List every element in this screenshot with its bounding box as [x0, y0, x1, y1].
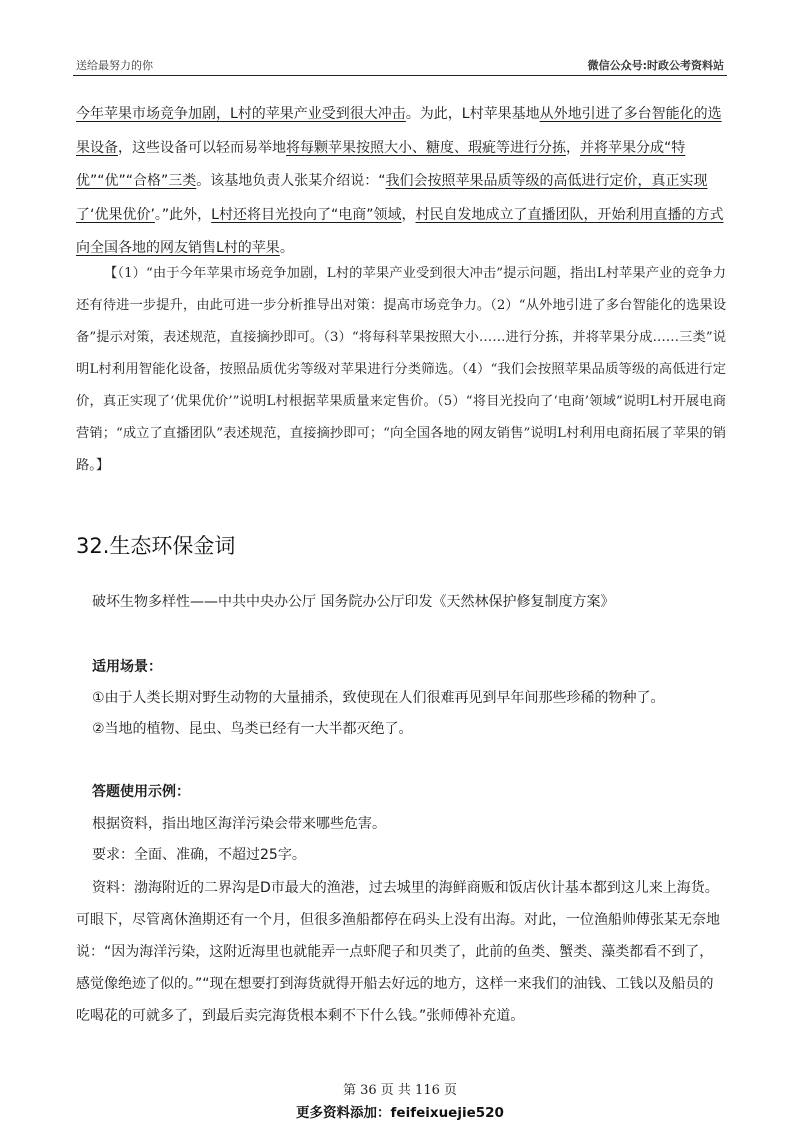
example-label: 答题使用示例： [92, 784, 190, 800]
analysis-paragraph: 【（1）“由于今年苹果市场竞争加剧，L村的苹果产业受到很大冲击”提示问题，指出L村苹果产业的竞争力还有待进一步提升，由此可进一步分析推导出对策：提高市场竞争力。（2）“从外地引进了多台智能化的选果设备”提示对策，表述规范，直接摘抄即可。（3）“将每科苹果按照大小……进行分拣，并将苹果分成……三类”说明L村利用智能化设备，按照品质优劣等级对苹果进行分类筛选。（4）“我们会按照苹果品质等级的高低进行定价，真正实现了‘优果优价’”说明L村根据苹果质量来定售价。（5）“将目光投向了‘电商’领域”说明L村开展电商营销；“成立了直播团队”表述规范，直接摘抄即可；“向全国各地的网友销售”说明L村利用电商拓展了苹果的销路。】 [76, 266, 726, 473]
header-right-text: 微信公众号:时政公考资料站 [587, 59, 724, 72]
underlined-phrase: 将每颗苹果按照大小、糖度、瑕疵等进行分拣 [286, 139, 566, 156]
section-title: 32.生态环保金词 [76, 534, 236, 558]
scene-item: ②当地的植物、昆虫、鸟类已经有一大半都灭绝了。 [92, 721, 413, 737]
plain-phrase: 。”此外， [154, 206, 212, 223]
underlined-phrase: 村民自发地成立了直播团队，开始利用直播的方式向全国各地的网友销售L村的苹果 [76, 206, 724, 256]
plain-phrase: ， [566, 139, 580, 156]
material-paragraph [76, 98, 726, 266]
example-material: 资料：渤海附近的二界沟是D市最大的渔港，过去城里的海鲜商贩和饭店伙计基本都到这儿来上海货。可眼下，尽管离休渔期还有一个月，但很多渔船都停在码头上没有出海。对此，一位渔船帅傅张某无奈地说：“因为海洋污染，这附近海里也就能弄一点虾爬子和贝类了，此前的鱼类、蟹类、藻类都看不到了，感觉像绝迹了似的。”“现在想要打到海货就得开船去好远的地方，这样一来我们的油钱、工钱以及船员的吃喝花的可就多了，到最后卖完海货根本剩不下什么钱。”张师傅补充道。 [76, 880, 720, 1024]
underlined-phrase: 并将苹果分成“特优”“优”“合格”三类 [76, 139, 686, 189]
plain-phrase: ，这些设备可以轻而易举地 [118, 139, 286, 156]
plain-phrase: 。为此，L村苹果基地 [405, 106, 540, 122]
page-number: 第 36 页 共 116 页 [342, 1083, 458, 1098]
footer-contact: 更多资料添加：feifeixuejie520 [296, 1105, 504, 1121]
scene-item: ①由于人类长期对野生动物的大量捕杀，致使现在人们很难再见到早年间那些珍稀的物种了。 [92, 690, 665, 706]
underlined-phrase: 今年苹果市场竞争加剧，L村的苹果产业受到很大冲击 [76, 106, 406, 122]
plain-phrase: 。 [279, 240, 294, 256]
example-question: 根据资料，指出地区海洋污染会带来哪些危害。 [92, 816, 386, 832]
header-left-text: 送给最努力的你 [76, 59, 153, 72]
plain-phrase: ， [401, 206, 416, 223]
header-divider [73, 75, 727, 76]
underlined-phrase: 我们会按照苹果品质等级的高低进行定价，真正实现了‘优果优价’ [76, 173, 708, 223]
key-phrase-source: 破坏生物多样性——中共中央办公厅 国务院办公厅印发《天然林保护修复制度方案》 [92, 594, 615, 610]
underlined-phrase: 从外地引进了多台智能化的选果设备 [76, 106, 722, 156]
example-requirement: 要求：全面、准确，不超过25字。 [92, 847, 306, 863]
scenes-label: 适用场景： [92, 659, 162, 675]
underlined-phrase: L村还将目光投向了“电商”领域 [211, 206, 402, 223]
plain-phrase: 。该基地负责人张某介绍说：“ [196, 173, 386, 189]
